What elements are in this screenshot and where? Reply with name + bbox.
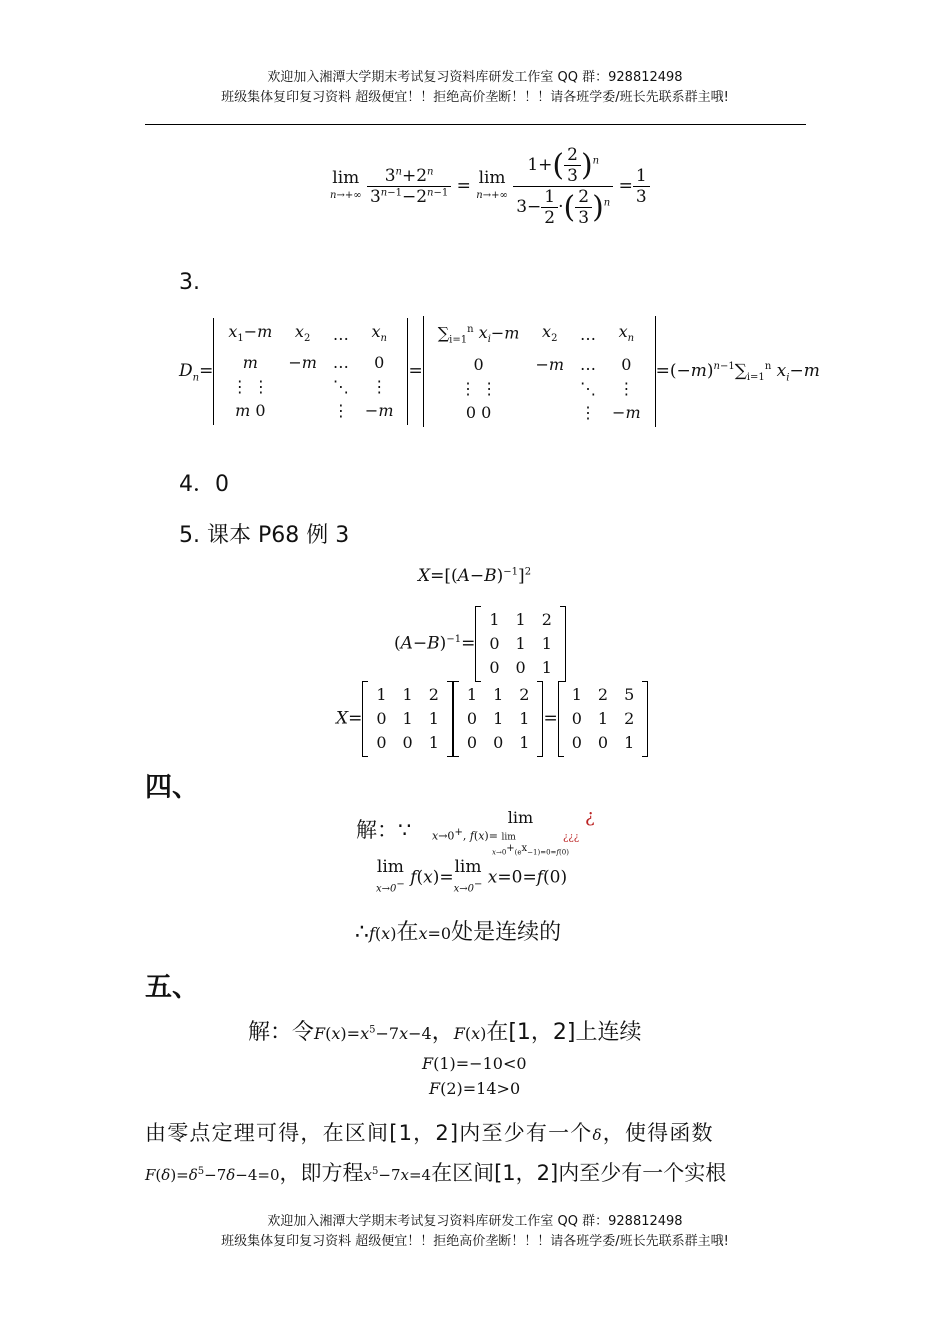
footer-line-1: 欢迎加入湘潭大学期末考试复习资料库研发工作室 QQ 群：928812498 (267, 1214, 683, 1229)
item-5-label: 5. 课本 P68 例 3 (179, 523, 350, 548)
section-5-heading: 五、 (145, 972, 199, 1003)
header-line-2: 班级集体复印复习资料 超级便宜！！拒绝高价垄断！！！请各班学委/班长先联系群主哦! (221, 90, 729, 105)
s4-garbled-mark: ¿ (585, 806, 595, 827)
s5-paragraph-2: $F(\delta)=\delta^5-7\delta-4=0$，即方程$x^5-7x=4$在区间[1，2]内至少有一个实根 (145, 1161, 727, 1185)
s5-paragraph-1: 由零点定理可得，在区间[1，2]内至少有一个δ，使得函数 (145, 1121, 714, 1145)
footer-line-2: 班级集体复印复习资料 超级便宜！！拒绝高价垄断！！！请各班学委/班长先联系群主哦! (221, 1234, 729, 1249)
x-equation: $X=[(A-B)^{-1}]^2$ (418, 566, 532, 586)
limit-formula: lim n→+∞ $\frac{3^n+2^n}{3^{n-1}-2^{n-1}}$ = lim n→+∞ 1+( $\frac{2}{3}$ )$^n$ 3− $\frac{1}{2}$ ·( $\frac{2}{3}$ )$^n$ = $\frac{1}{3}$ (330, 145, 650, 228)
conclusion-mid: 在 (396, 920, 419, 945)
s5-first-line: 解：令$F(x)=x^5-7x-4$，F(x)在[1，2]上连续 (248, 1020, 642, 1045)
header-line-1: 欢迎加入湘潭大学期末考试复习资料库研发工作室 QQ 群：928812498 (267, 70, 683, 85)
s5-solution-label: 解：令 (248, 1020, 315, 1045)
matrix-product: X= 1 1 2 0 1 1 0 0 1 1 1 2 0 1 1 0 0 1 = 1 2 5 0 1 2 0 0 1 (336, 681, 648, 757)
section-4-heading: 四、 (145, 772, 199, 803)
s4-solution-label: 解：∵ (356, 818, 412, 842)
conclusion-end: 处是连续的 (451, 920, 562, 945)
page-header (0, 68, 950, 108)
s4-conclusion: ∴f(x)在x=0处是连续的 (355, 920, 562, 945)
s4-left-limit: lim x→0− f(x)=lim x→0− x=0=f(0) (376, 857, 568, 895)
s5-comma: ， (431, 1020, 454, 1045)
s4-garbled-mark-2: ¿¿¿ (563, 832, 580, 843)
item-4-label: 4．0 (179, 472, 229, 497)
inverse-matrix: $(A-B)^{-1}=$ 1 1 2 0 1 1 0 0 1 (394, 606, 566, 682)
s5-f1: F(1)=−10<0 (422, 1054, 527, 1073)
page-footer (0, 1212, 950, 1252)
s5-f2: F(2)=14>0 (429, 1079, 521, 1098)
s5-para1b-text: ，使得函数 (602, 1121, 714, 1145)
header-rule (145, 124, 806, 125)
item-3-label: 3. (179, 270, 200, 295)
therefore-symbol: ∴ (355, 920, 369, 945)
s4-garbled-limit: lim x→0+, f(x)= lim $x\to 0^+(e^x-1)=0=f(0)$ (432, 808, 569, 856)
s5-para1-text: 由零点定理可得，在区间[1，2]内至少有一个 (145, 1121, 593, 1145)
s5-para2a-text: ，即方程 (279, 1161, 364, 1185)
determinant-formula: $D_n=$ $x_1-m$ $x_2$ … $x_n$ m −m … 0 ⋮ ⋮ ⋱ ⋮ m 0 ⋮ −m = $\sum_{i=1}^n$ $x_i-m$ $x_2$ … $x_n$ 0 −m … 0 ⋮ ⋮ ⋱ ⋮ 0 0 ⋮ −m $=(-m)^{n-1}\sum_{i=1}^n$ $x_i-m$ (179, 316, 820, 427)
s5-continuous: 在[1，2]上连续 (486, 1020, 642, 1045)
s5-para2b-text: 在区间[1，2]内至少有一个实根 (431, 1161, 727, 1185)
